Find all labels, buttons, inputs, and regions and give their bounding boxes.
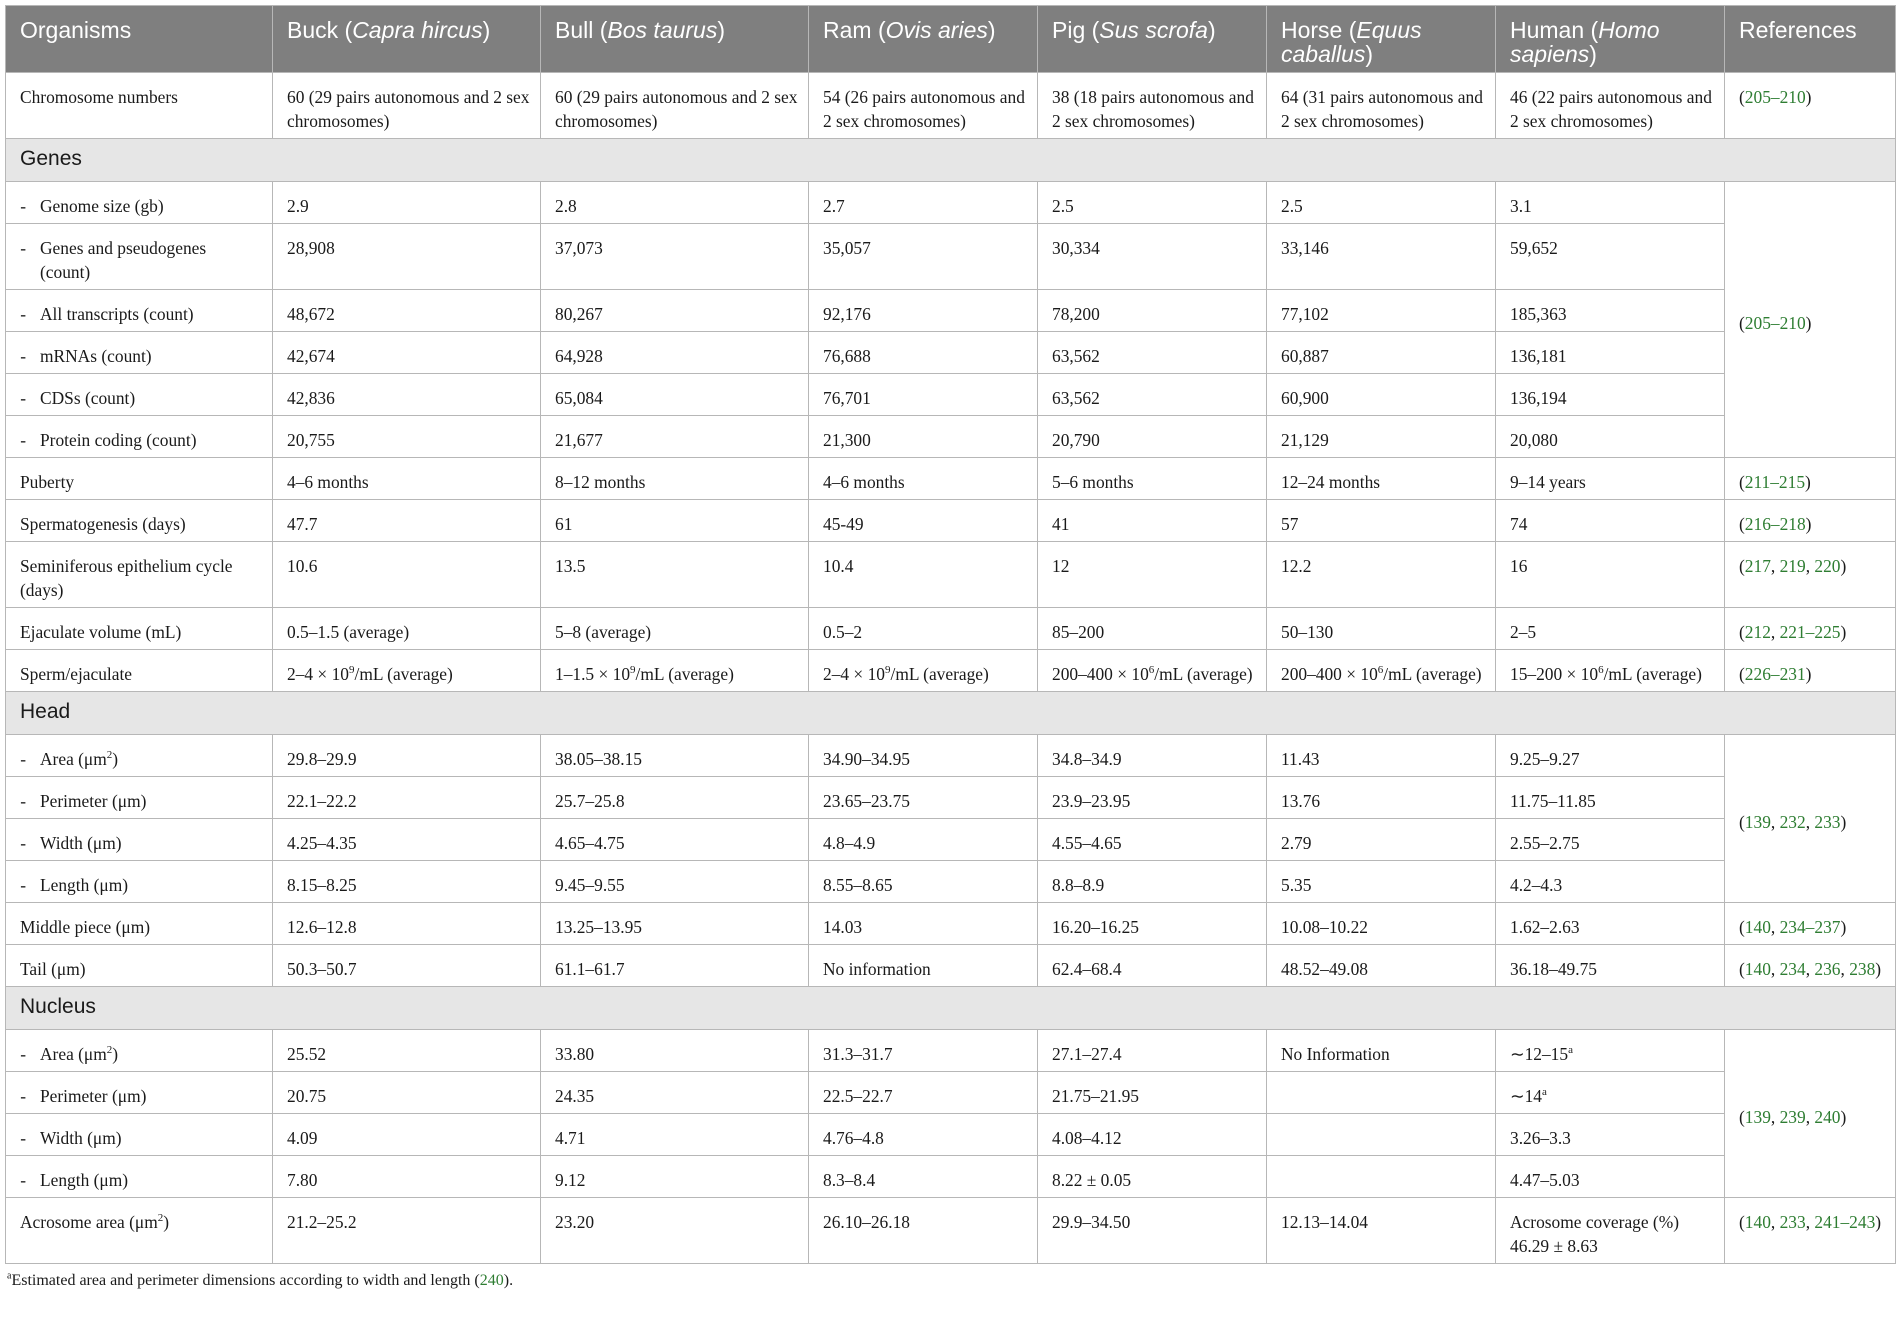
- table-row: [6, 1072, 1896, 1114]
- row-label: - Genes and pseudogenes (count): [6, 224, 273, 290]
- cell: 13.25–13.95: [541, 903, 809, 945]
- cell: 4.2–4.3: [1496, 861, 1725, 903]
- cell: 14.03: [809, 903, 1038, 945]
- cell: 61.1–61.7: [541, 945, 809, 987]
- table-row: [6, 861, 1896, 903]
- table-row: [6, 73, 1896, 139]
- cell: 9–14 years: [1496, 458, 1725, 500]
- cell: 65,084: [541, 374, 809, 416]
- cell: 92,176: [809, 290, 1038, 332]
- section-row-head: [6, 692, 1896, 735]
- cell: 48.52–49.08: [1267, 945, 1496, 987]
- reference-link[interactable]: 240: [479, 1272, 504, 1289]
- cell: 2.55–2.75: [1496, 819, 1725, 861]
- cell: 10.08–10.22: [1267, 903, 1496, 945]
- header-organisms: Organisms: [6, 6, 273, 73]
- cell: 60,887: [1267, 332, 1496, 374]
- cell: 20.75: [273, 1072, 541, 1114]
- row-label-sperm: Sperm/ejaculate: [6, 650, 273, 692]
- table-container: [5, 5, 1895, 1290]
- reference-link[interactable]: 219: [1779, 556, 1806, 576]
- cell: 21,677: [541, 416, 809, 458]
- cell: 42,674: [273, 332, 541, 374]
- cell: 46 (22 pairs autonomous and 2 sex chromosomes): [1496, 73, 1725, 139]
- cell: 136,194: [1496, 374, 1725, 416]
- cell: 4.76–4.8: [809, 1114, 1038, 1156]
- footnote-marker: a: [1541, 1086, 1547, 1099]
- section-title: Nucleus: [6, 987, 1896, 1030]
- table-row: [6, 182, 1896, 224]
- cell: 2.5: [1267, 182, 1496, 224]
- cell: 21,300: [809, 416, 1038, 458]
- cell: 80,267: [541, 290, 809, 332]
- reference-link[interactable]: 221–225: [1779, 622, 1841, 642]
- cell: 64 (31 pairs autonomous and 2 sex chromosomes): [1267, 73, 1496, 139]
- row-label: - Width (μm): [6, 1114, 273, 1156]
- cell: 41: [1038, 500, 1267, 542]
- reference-link[interactable]: 236: [1814, 959, 1841, 979]
- row-label: - All transcripts (count): [6, 290, 273, 332]
- cell: 25.52: [273, 1030, 541, 1072]
- reference-cell: (140, 234–237): [1725, 903, 1896, 945]
- cell: 8.55–8.65: [809, 861, 1038, 903]
- section-row-genes: [6, 139, 1896, 182]
- cell: $15-200 \times 10^6/mL$ (average): [1496, 650, 1725, 692]
- cell: 8.22 ± 0.05: [1038, 1156, 1267, 1198]
- cell: 4–6 months: [273, 458, 541, 500]
- cell: 63,562: [1038, 332, 1267, 374]
- cell: 28,908: [273, 224, 541, 290]
- reference-link[interactable]: 212: [1744, 622, 1771, 642]
- table-footnote: $^a$Estimated area and perimeter dimensions according to width and length (240).: [7, 1270, 514, 1289]
- cell: 2.9: [273, 182, 541, 224]
- row-label: - Protein coding (count): [6, 416, 273, 458]
- cell: 85–200: [1038, 608, 1267, 650]
- table-row: [6, 903, 1896, 945]
- reference-link[interactable]: 234–237: [1779, 917, 1841, 937]
- cell: 20,080: [1496, 416, 1725, 458]
- reference-link[interactable]: 211–215: [1744, 472, 1806, 492]
- reference-cell: (216–218): [1725, 500, 1896, 542]
- cell: 20,755: [273, 416, 541, 458]
- row-label-chromosome: Chromosome numbers: [6, 73, 273, 139]
- cell: 10.6: [273, 542, 541, 608]
- row-label: - Perimeter (μm): [6, 1072, 273, 1114]
- reference-link[interactable]: 140: [1744, 1212, 1771, 1232]
- cell: 4.65–4.75: [541, 819, 809, 861]
- cell: 2.8: [541, 182, 809, 224]
- cell: 21.2–25.2: [273, 1198, 541, 1264]
- cell: 27.1–27.4: [1038, 1030, 1267, 1072]
- cell: 48,672: [273, 290, 541, 332]
- table-row: [6, 332, 1896, 374]
- comparison-table: [5, 5, 1896, 1264]
- reference-link[interactable]: 217: [1744, 556, 1771, 576]
- table-row: [6, 819, 1896, 861]
- cell: No information: [809, 945, 1038, 987]
- cell: 54 (26 pairs autonomous and 2 sex chromosomes): [809, 73, 1038, 139]
- cell: No Information: [1267, 1030, 1496, 1072]
- cell: 9.12: [541, 1156, 809, 1198]
- row-label-acrosome: Acrosome area $(\mu m^2)$: [6, 1198, 273, 1264]
- cell: 76,701: [809, 374, 1038, 416]
- cell: 76,688: [809, 332, 1038, 374]
- cell: [1267, 1072, 1496, 1114]
- cell: 38 (18 pairs autonomous and 2 sex chromosomes): [1038, 73, 1267, 139]
- cell: $2-4 \times 10^9/mL$ (average): [273, 650, 541, 692]
- reference-link[interactable]: 140: [1744, 959, 1771, 979]
- table-row: [6, 1030, 1896, 1072]
- header-ram: Ram (Ovis aries): [809, 6, 1038, 73]
- reference-cell: (205–210): [1725, 182, 1896, 458]
- cell: 11.75–11.85: [1496, 777, 1725, 819]
- reference-link[interactable]: 238: [1849, 959, 1876, 979]
- reference-cell: (211–215): [1725, 458, 1896, 500]
- table-row: [6, 224, 1896, 290]
- row-label-puberty: Puberty: [6, 458, 273, 500]
- row-label-spermatogenesis: Spermatogenesis (days): [6, 500, 273, 542]
- table-row: [6, 735, 1896, 777]
- cell: $1-1.5 \times 10^9/mL$ (average): [541, 650, 809, 692]
- cell: 45-49: [809, 500, 1038, 542]
- cell: 63,562: [1038, 374, 1267, 416]
- cell: 30,334: [1038, 224, 1267, 290]
- footnote-marker: a: [1568, 1044, 1573, 1057]
- table-row: [6, 650, 1896, 692]
- cell: 9.45–9.55: [541, 861, 809, 903]
- cell: 77,102: [1267, 290, 1496, 332]
- cell: 33,146: [1267, 224, 1496, 290]
- reference-cell: (139, 232, 233): [1725, 735, 1896, 903]
- header-pig: Pig (Sus scrofa): [1038, 6, 1267, 73]
- cell: $200-400 \times 10^6/mL$ (average): [1038, 650, 1267, 692]
- table-row: [6, 1156, 1896, 1198]
- cell: 60 (29 pairs autonomous and 2 sex chromosomes): [273, 73, 541, 139]
- cell: $200-400 \times 10^6/mL$ (average): [1267, 650, 1496, 692]
- reference-link[interactable]: 239: [1779, 1107, 1806, 1127]
- table-row: [6, 290, 1896, 332]
- reference-link[interactable]: 220: [1814, 556, 1841, 576]
- cell: 13.5: [541, 542, 809, 608]
- reference-link[interactable]: 240: [1814, 1107, 1841, 1127]
- table-row: [6, 608, 1896, 650]
- row-label-middle-piece: Middle piece (μm): [6, 903, 273, 945]
- header-human: Human (Homo sapiens): [1496, 6, 1725, 73]
- row-label: - Area $(\mu m^2)$: [6, 1030, 273, 1072]
- row-label: - Area $(\mu m^2)$: [6, 735, 273, 777]
- cell: 0.5–1.5 (average): [273, 608, 541, 650]
- cell: 74: [1496, 500, 1725, 542]
- cell: [1267, 1156, 1496, 1198]
- cell: 185,363: [1496, 290, 1725, 332]
- cell: 21,129: [1267, 416, 1496, 458]
- cell: 16.20–16.25: [1038, 903, 1267, 945]
- cell: 4.8–4.9: [809, 819, 1038, 861]
- cell: 1.62–2.63: [1496, 903, 1725, 945]
- reference-link[interactable]: 226–231: [1744, 664, 1806, 684]
- cell: 50–130: [1267, 608, 1496, 650]
- cell: 5.35: [1267, 861, 1496, 903]
- reference-link[interactable]: 139: [1744, 1107, 1771, 1127]
- cell: 26.10–26.18: [809, 1198, 1038, 1264]
- reference-link[interactable]: 139: [1744, 812, 1771, 832]
- row-label: - CDSs (count): [6, 374, 273, 416]
- cell: 21.75–21.95: [1038, 1072, 1267, 1114]
- reference-link[interactable]: 241–243: [1814, 1212, 1876, 1232]
- header-bull: Bull (Bos taurus): [541, 6, 809, 73]
- cell: $2-4 \times 10^9/mL$ (average): [809, 650, 1038, 692]
- cell: 31.3–31.7: [809, 1030, 1038, 1072]
- cell: 4.71: [541, 1114, 809, 1156]
- cell: 136,181: [1496, 332, 1725, 374]
- cell: 8.3–8.4: [809, 1156, 1038, 1198]
- reference-link[interactable]: 232: [1779, 812, 1806, 832]
- reference-cell: (140, 233, 241–243): [1725, 1198, 1896, 1264]
- cell: 8.8–8.9: [1038, 861, 1267, 903]
- header-buck: Buck (Capra hircus): [273, 6, 541, 73]
- cell: 13.76: [1267, 777, 1496, 819]
- cell: [1267, 1114, 1496, 1156]
- cell: 12: [1038, 542, 1267, 608]
- reference-link[interactable]: 205–210: [1744, 313, 1806, 333]
- cell: ∼14$^a$: [1496, 1072, 1725, 1114]
- cell: 42,836: [273, 374, 541, 416]
- cell: 62.4–68.4: [1038, 945, 1267, 987]
- reference-link[interactable]: 216–218: [1744, 514, 1806, 534]
- cell: 47.7: [273, 500, 541, 542]
- cell: 57: [1267, 500, 1496, 542]
- cell: 4.08–4.12: [1038, 1114, 1267, 1156]
- table-row: [6, 500, 1896, 542]
- cell: 8–12 months: [541, 458, 809, 500]
- cell: 12.6–12.8: [273, 903, 541, 945]
- header-row: [6, 6, 1896, 73]
- cell: 9.25–9.27: [1496, 735, 1725, 777]
- cell: 60 (29 pairs autonomous and 2 sex chromosomes): [541, 73, 809, 139]
- cell: 36.18–49.75: [1496, 945, 1725, 987]
- cell: 4–6 months: [809, 458, 1038, 500]
- row-label: - Perimeter (μm): [6, 777, 273, 819]
- row-label-tail: Tail (μm): [6, 945, 273, 987]
- row-label: - mRNAs (count): [6, 332, 273, 374]
- table-row: [6, 458, 1896, 500]
- cell: 2.7: [809, 182, 1038, 224]
- cell: 25.7–25.8: [541, 777, 809, 819]
- table-row: [6, 777, 1896, 819]
- cell: 23.65–23.75: [809, 777, 1038, 819]
- cell: ∼12–15$^a$: [1496, 1030, 1725, 1072]
- header-references: References: [1725, 6, 1896, 73]
- cell: 60,900: [1267, 374, 1496, 416]
- cell: 3.1: [1496, 182, 1725, 224]
- cell: 78,200: [1038, 290, 1267, 332]
- cell: 4.09: [273, 1114, 541, 1156]
- table-row: [6, 542, 1896, 608]
- cell: 12.13–14.04: [1267, 1198, 1496, 1264]
- cell: 34.90–34.95: [809, 735, 1038, 777]
- reference-link[interactable]: 205–210: [1744, 87, 1806, 107]
- footnote-marker: a: [7, 1270, 12, 1282]
- reference-cell: (212, 221–225): [1725, 608, 1896, 650]
- cell: 2.79: [1267, 819, 1496, 861]
- cell: 2.5: [1038, 182, 1267, 224]
- reference-cell: (217, 219, 220): [1725, 542, 1896, 608]
- table-row: [6, 945, 1896, 987]
- cell: 38.05–38.15: [541, 735, 809, 777]
- cell: 22.1–22.2: [273, 777, 541, 819]
- cell: 12–24 months: [1267, 458, 1496, 500]
- cell: 22.5–22.7: [809, 1072, 1038, 1114]
- cell: 16: [1496, 542, 1725, 608]
- cell: 5–8 (average): [541, 608, 809, 650]
- cell: 33.80: [541, 1030, 809, 1072]
- cell: 34.8–34.9: [1038, 735, 1267, 777]
- cell: 23.20: [541, 1198, 809, 1264]
- row-label-seminiferous: Seminiferous epithelium cycle (days): [6, 542, 273, 608]
- reference-link[interactable]: 233: [1779, 1212, 1806, 1232]
- reference-link[interactable]: 234: [1779, 959, 1806, 979]
- table-row: [6, 1114, 1896, 1156]
- cell: 4.55–4.65: [1038, 819, 1267, 861]
- section-row-nucleus: [6, 987, 1896, 1030]
- header-horse: Horse (Equus caballus): [1267, 6, 1496, 73]
- cell: 59,652: [1496, 224, 1725, 290]
- cell: 7.80: [273, 1156, 541, 1198]
- cell: 50.3–50.7: [273, 945, 541, 987]
- cell: 61: [541, 500, 809, 542]
- row-label: - Genome size (gb): [6, 182, 273, 224]
- section-title: Genes: [6, 139, 1896, 182]
- cell: 24.35: [541, 1072, 809, 1114]
- row-label-ejaculate: Ejaculate volume (mL): [6, 608, 273, 650]
- cell: 0.5–2: [809, 608, 1038, 650]
- row-label: - Length (μm): [6, 1156, 273, 1198]
- cell: 29.8–29.9: [273, 735, 541, 777]
- reference-cell: (226–231): [1725, 650, 1896, 692]
- section-title: Head: [6, 692, 1896, 735]
- reference-cell: (139, 239, 240): [1725, 1030, 1896, 1198]
- reference-link[interactable]: 233: [1814, 812, 1841, 832]
- cell: 3.26–3.3: [1496, 1114, 1725, 1156]
- cell: 2–5: [1496, 608, 1725, 650]
- cell: 4.25–4.35: [273, 819, 541, 861]
- cell: 23.9–23.95: [1038, 777, 1267, 819]
- reference-cell: (205–210): [1725, 73, 1896, 139]
- cell: 12.2: [1267, 542, 1496, 608]
- reference-cell: (140, 234, 236, 238): [1725, 945, 1896, 987]
- cell: 37,073: [541, 224, 809, 290]
- cell: 20,790: [1038, 416, 1267, 458]
- cell: 5–6 months: [1038, 458, 1267, 500]
- cell: 4.47–5.03: [1496, 1156, 1725, 1198]
- cell: 35,057: [809, 224, 1038, 290]
- row-label: - Length (μm): [6, 861, 273, 903]
- row-label: - Width (μm): [6, 819, 273, 861]
- table-row: [6, 1198, 1896, 1264]
- table-row: [6, 374, 1896, 416]
- table-row: [6, 416, 1896, 458]
- cell: 64,928: [541, 332, 809, 374]
- cell: 10.4: [809, 542, 1038, 608]
- cell: Acrosome coverage (%) 46.29 ± 8.63: [1496, 1198, 1725, 1264]
- cell: 8.15–8.25: [273, 861, 541, 903]
- cell: 29.9–34.50: [1038, 1198, 1267, 1264]
- cell: 11.43: [1267, 735, 1496, 777]
- reference-link[interactable]: 140: [1744, 917, 1771, 937]
